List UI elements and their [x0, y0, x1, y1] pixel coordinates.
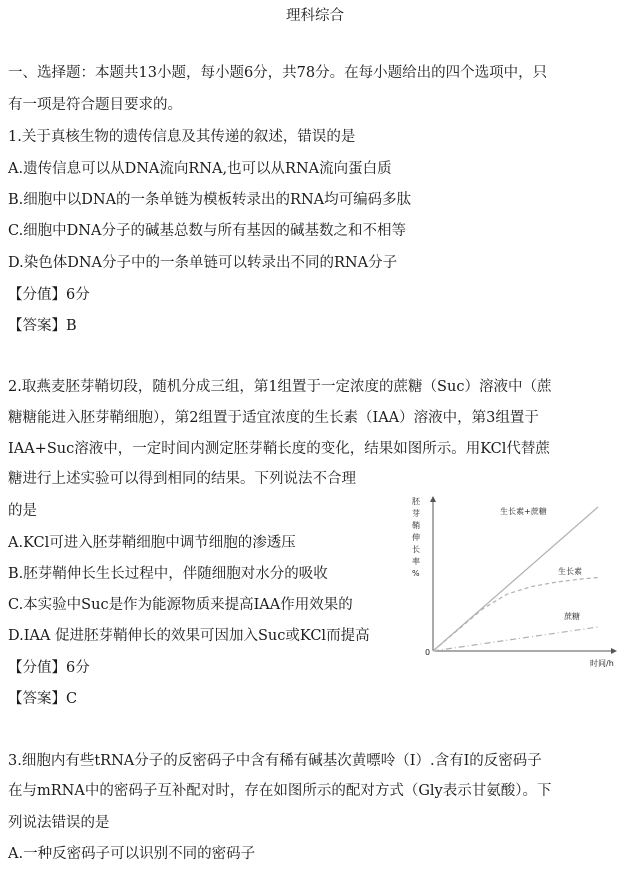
- series-line-iaa-suc: [433, 507, 598, 651]
- growth-chart: [408, 492, 622, 672]
- q1-option-b: B.细胞中以DNA的一条单链为模板转录出的RNA均可编码多肽: [8, 192, 412, 208]
- q1-stem: 1.关于真核生物的遗传信息及其传递的叙述，错误的是: [8, 129, 356, 145]
- q2-option-c: C.本实验中Suc是作为能源物质来提高IAA作用效果的: [8, 597, 353, 613]
- y-axis-arrow: [430, 496, 436, 502]
- q1-option-a: A.遗传信息可以从DNA流向RNA,也可以从RNA流向蛋白质: [8, 161, 392, 177]
- y-axis-label-char: 胚: [412, 497, 420, 506]
- origin-label: 0: [425, 648, 431, 657]
- section-intro-line: 一、选择题：本题共13小题，每小题6分，共78分。在每小题给出的四个选项中，只: [8, 65, 548, 81]
- q3-stem-line: 列说法错误的是: [8, 815, 110, 831]
- series-label-suc: 蔗糖: [564, 612, 580, 621]
- series-group: [433, 507, 598, 651]
- q1-option-c: C.细胞中DNA分子的碱基总数与所有基因的碱基数之和不相等: [8, 223, 406, 239]
- q2-answer: 【答案】C: [8, 691, 78, 707]
- q1-score: 【分值】6分: [8, 287, 90, 303]
- y-axis-label-char: 鞘: [412, 521, 420, 530]
- q2-stem-line: 糖糖能进入胚芽鞘细胞），第2组置于适宜浓度的生长素（IAA）溶液中，第3组置于: [8, 410, 539, 426]
- y-axis-label-char: 长: [412, 545, 420, 554]
- x-axis-label: 时间/h: [590, 659, 614, 668]
- q2-option-b: B.胚芽鞘伸长生长过程中，伴随细胞对水分的吸收: [8, 566, 328, 582]
- series-line-suc: [433, 627, 598, 651]
- series-label-iaa-suc: 生长素+蔗糖: [500, 507, 547, 516]
- q3-stem-line: 3.细胞内有些tRNA分子的反密码子中含有稀有碱基次黄嘌呤（I）.含有I的反密码子: [8, 753, 542, 769]
- series-label-iaa: 生长素: [558, 567, 582, 576]
- q2-stem-line: 糖进行上述实验可以得到相同的结果。下列说法不合理: [8, 471, 356, 487]
- q3-stem-line: 在与mRNA中的密码子互补配对时，存在如图所示的配对方式（Gly表示甘氨酸）。下: [8, 783, 552, 799]
- q2-stem-line: 2.取燕麦胚芽鞘切段，随机分成三组，第1组置于一定浓度的蔗糖（Suc）溶液中（蔗: [8, 379, 552, 395]
- q2-stem-line: 的是: [8, 503, 37, 519]
- q1-answer: 【答案】B: [8, 318, 77, 334]
- q2-score: 【分值】6分: [8, 660, 90, 676]
- q3-option-a: A.一种反密码子可以识别不同的密码子: [8, 846, 256, 862]
- x-axis-arrow: [611, 648, 617, 654]
- y-axis-label-char: 率: [412, 557, 420, 566]
- q2-option-a: A.KCl可进入胚芽鞘细胞中调节细胞的渗透压: [8, 535, 296, 551]
- q2-stem-line: IAA+Suc溶液中，一定时间内测定胚芽鞘长度的变化，结果如图所示。用KCl代替蔗: [8, 441, 550, 457]
- q2-option-d: D.IAA 促进胚芽鞘伸长的效果可因加入Suc或KCl而提高: [8, 628, 370, 644]
- y-axis-label: [412, 497, 421, 578]
- q1-option-d: D.染色体DNA分子中的一条单链可以转录出不同的RNA分子: [8, 255, 398, 271]
- section-intro-line: 有一项是符合题目要求的。: [8, 97, 182, 113]
- y-axis-label-char: 芽: [412, 509, 420, 518]
- page-title: 理科综合: [286, 8, 344, 24]
- y-axis-label-char: 伸: [412, 533, 420, 542]
- y-axis-label-char: %: [412, 569, 420, 578]
